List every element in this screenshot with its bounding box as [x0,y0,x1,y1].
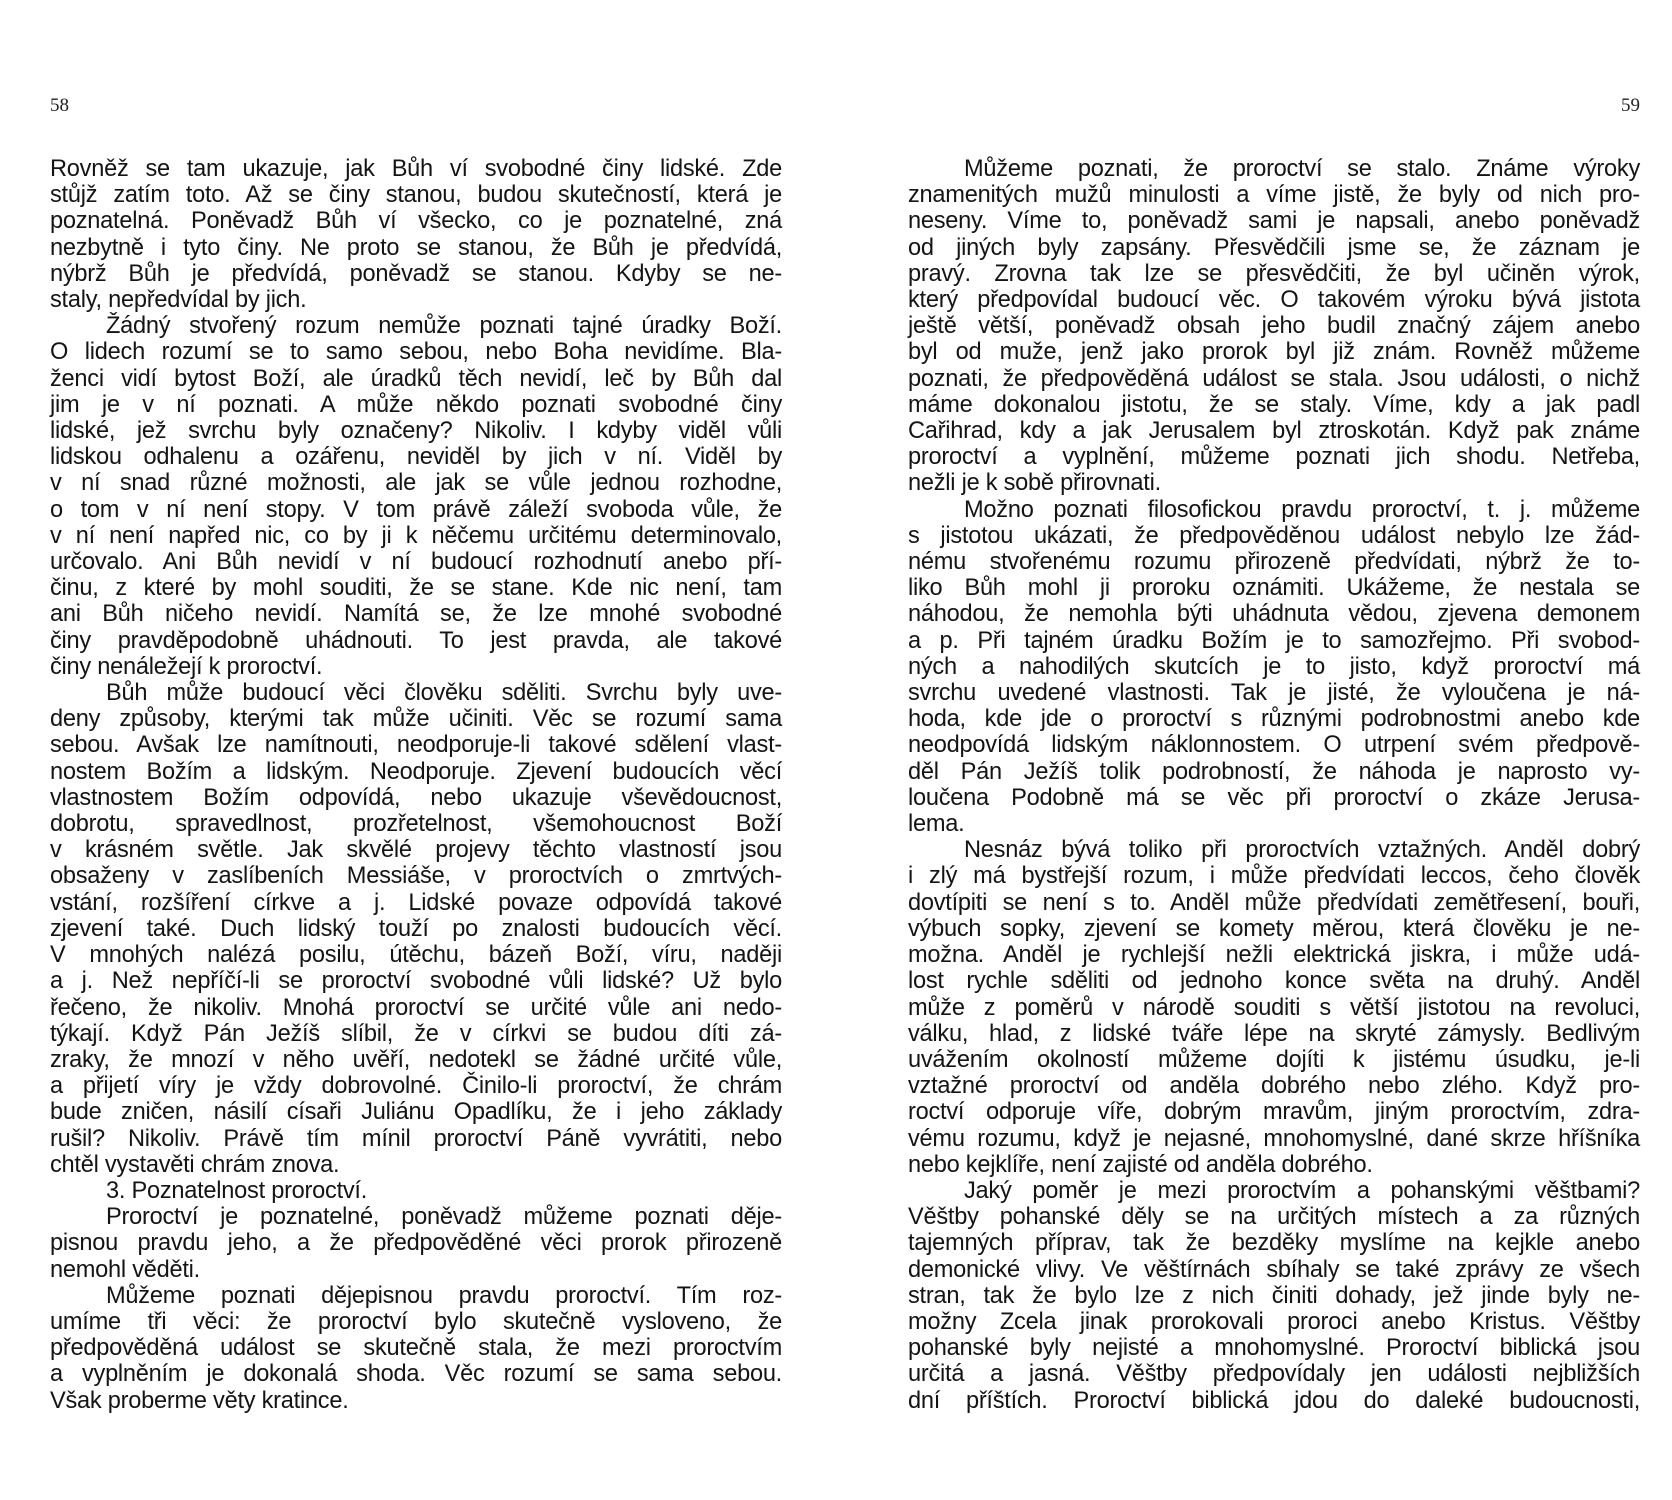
text-line: loučena Podobně má se věc při proroctví o zkáze Jerusa- [908,784,1640,811]
text-line: v ní snad různé možnosti, ale jak se vůle jednou rozhodne, [50,470,782,497]
text-line: pisnou pravdu jeho, a že předpověděné věci prorok přirozeně [50,1230,782,1257]
page-text [50,156,782,1414]
text-line: staly, nepředvídal by jich. [50,287,307,314]
text-line: poznati, že předpověděná událost se stala. Jsou události, o nichž [908,365,1640,392]
text-line: nému stvořenému rozumu přirozeně předvídati, nýbrž že to- [908,549,1640,576]
text-line: zjevení také. Duch lidský touží po znalosti budoucích věcí. [50,915,782,942]
text-line: vlastnostem Božím odpovídá, nebo ukazuje vševědoucnost, [50,784,782,811]
text-line: 3. Poznatelnost proroctví. [106,1177,368,1204]
text-line: Bůh může budoucí věci člověku sděliti. Svrchu byly uve- [106,680,782,707]
text-line: pravý. Zrovna tak lze se přesvědčiti, že byl učiněn výrok, [908,260,1640,287]
text-line: činu, z které by mohl souditi, že se stane. Kde nic není, tam [50,575,782,602]
text-line: v ní není napřed nic, co by ji k něčemu určitému determinovalo, [50,522,782,549]
text-line: lost rychle sděliti od jednoho konce světa na druhý. Anděl [908,968,1640,995]
page-number: 58 [50,95,69,116]
text-line: máme dokonalou jistotu, že se staly. Víme, kdy a jak padl [908,391,1640,418]
page-number: 59 [1621,95,1640,116]
right-page [880,0,1640,1500]
text-line: možna. Anděl je rychlejší nežli elektrická jiskra, i může udá- [908,942,1640,969]
text-line: stůjž zatím toto. Až se činy stanou, budou skutečností, která je [50,182,782,209]
text-line: Můžeme poznati dějepisnou pravdu proroctví. Tím roz- [106,1282,782,1309]
text-line: děl Pán Ježíš tolik podrobností, že náhoda je naprosto vy- [908,758,1640,785]
text-line: ných a nahodilých skutcích je to jisto, když proroctví má [908,653,1640,680]
text-line: zraky, že mnozí v něho uvěří, nedotekl se žádné určité vůle, [50,1046,782,1073]
text-line: a p. Při tajném úradku Božím je to samozřejmo. Při svobod- [908,627,1640,654]
text-line: svrchu uvedené vlastnosti. Tak je jisté, že vyloučena je ná- [908,680,1640,707]
text-line: výbuch sopky, zjevení se komety měrou, která člověku je ne- [908,915,1640,942]
text-line: chtěl vystavěti chrám znova. [50,1151,340,1178]
text-line: liko Bůh mohl ji proroku oznámiti. Ukážeme, že nestala se [908,575,1640,602]
text-line: pohanské byly nejisté a mnohomyslné. Proroctví biblická jsou [908,1335,1640,1362]
text-line: nežli je k sobě přirovnati. [908,470,1161,497]
text-line: Žádný stvořený rozum nemůže poznati tajné úradky Boží. [106,313,782,340]
text-line: s jistotou ukázati, že předpověděnou událost nebylo lze žád- [908,522,1640,549]
text-line: náhodou, že nemohla býti uhádnuta vědou, zjevena demonem [908,601,1640,628]
text-line: Však proberme věty kratince. [50,1387,349,1414]
text-line: nebo kejklíře, není zajisté od anděla dobrého. [908,1151,1373,1178]
text-line: lidskou odhalenu a ozářenu, neviděl by jich v ní. Viděl by [50,444,782,471]
text-line: bude zničen, násilí císaři Juliánu Opadlíku, že i jeho základy [50,1099,782,1126]
text-line: V mnohých nalézá posilu, útěchu, bázeň Boží, víru, naději [50,942,782,969]
text-line: může z poměrů v národě souditi s větší jistotou na revoluci, [908,994,1640,1021]
text-line: vztažné proroctví od anděla dobrého nebo zlého. Když pro- [908,1073,1640,1100]
text-line: a vyplněním je dokonalá shoda. Věc rozumí se sama sebou. [50,1361,782,1388]
left-page [22,0,782,1500]
text-line: uvážením okolností můžeme dojíti k jistému úsudku, je-li [908,1046,1640,1073]
text-line: předpověděná událost se skutečně stala, že mezi proroctvím [50,1335,782,1362]
text-line: a j. Než nepříčí-li se proroctví svobodné vůli lidské? Už bylo [50,968,782,995]
text-line: od jiných byly zapsány. Přesvědčili jsme se, že záznam je [908,234,1640,261]
text-line: řečeno, že nikoliv. Mnohá proroctví se určité vůle ani nedo- [50,994,782,1021]
text-line: činy nenáležejí k proroctví. [50,653,323,680]
text-line: dovtípiti se není s to. Anděl může předvídati zemětřesení, bouři, [908,889,1640,916]
text-line: v krásném světle. Jak skvělé projevy těchto vlastností jsou [50,837,782,864]
text-line: sebou. Avšak lze namítnouti, neodporuje-li takové sdělení vlast- [50,732,782,759]
text-line: roctví odporuje víře, dobrým mravům, jiným proroctvím, zdra- [908,1099,1640,1126]
text-line: poznatelná. Poněvadž Bůh ví všecko, co je poznatelné, zná [50,208,782,235]
text-line: válku, hlad, z lidské tváře lépe na skryté zámysly. Bedlivým [908,1020,1640,1047]
text-line: Nesnáz bývá toliko při proroctvích vztažných. Anděl dobrý [964,837,1640,864]
text-line: znamenitých mužů minulosti a víme jistě, že byly od nich pro- [908,182,1640,209]
text-line: lema. [908,811,965,838]
text-line: i zlý má bystřejší rozum, i může předvídati leccos, čeho člověk [908,863,1640,890]
text-line: neseny. Víme to, poněvadž sami je napsali, anebo poněvadž [908,208,1640,235]
text-line: určovalo. Ani Bůh nevidí v ní budoucí rozhodnutí anebo pří- [50,549,782,576]
text-line: O lidech rozumí se to samo sebou, nebo Boha nevidíme. Bla- [50,339,782,366]
text-line: a přijetí víry je vždy dobrovolné. Činilo-li proroctví, že chrám [50,1073,782,1100]
text-line: vstání, rozšíření církve a j. Lidské povaze odpovídá takové [50,889,782,916]
text-line: Můžeme poznati, že proroctví se stalo. Známe výroky [964,156,1640,182]
text-line: ještě větší, poněvadž obsah jeho budil značný zájem anebo [908,313,1640,340]
text-line: Jaký poměr je mezi proroctvím a pohanskými věštbami? [964,1177,1640,1204]
text-line: dobrotu, spravedlnost, prozřetelnost, všemohoucnost Boží [50,811,782,838]
text-line: který předpovídal budoucí věc. O takovém výroku bývá jistota [908,287,1640,314]
text-line: Možno poznati filosofickou pravdu proroctví, t. j. můžeme [964,496,1640,523]
text-line: činy pravděpodobně uhádnouti. To jest pravda, ale takové [50,627,782,654]
text-line: dní příštích. Proroctví biblická jdou do daleké budoucnosti, [908,1387,1640,1414]
text-line: umíme tři věci: že proroctví bylo skutečně vysloveno, že [50,1308,782,1335]
text-line: deny způsoby, kterými tak může učiniti. Věc se rozumí sama [50,706,782,733]
text-line: jim je v ní poznati. A může někdo poznati svobodné činy [50,391,782,418]
text-line: tajemných příprav, tak že bezděky myslíme na kejkle anebo [908,1230,1640,1257]
text-line: hoda, kde jde o proroctví s různými podrobnostmi anebo kde [908,706,1640,733]
text-line: neodpovídá lidským náklonnostem. O utrpení svém předpově- [908,732,1640,759]
text-line: možny Zcela jinak prorokovali proroci anebo Kristus. Věštby [908,1308,1640,1335]
text-line: Proroctví je poznatelné, poněvadž můžeme poznati děje- [106,1204,782,1231]
text-line: týkají. Když Pán Ježíš slíbil, že v církvi se budou díti zá- [50,1020,782,1047]
text-line: vému rozumu, když je nejasné, mnohomyslné, dané skrze hříšníka [908,1125,1640,1152]
text-line: Věštby pohanské děly se na určitých místech a za různých [908,1204,1640,1231]
text-line: proroctví a vyplnění, můžeme poznati jich shodu. Netřeba, [908,444,1640,471]
text-line: Cařihrad, kdy a jak Jerusalem byl ztroskotán. Když pak známe [908,418,1640,445]
text-line: Rovněž se tam ukazuje, jak Bůh ví svobodné činy lidské. Zde [50,156,782,182]
text-line: o tom v ní není stopy. V tom právě záleží svoboda vůle, že [50,496,782,523]
text-line: lidské, jež svrchu byly označeny? Nikoliv. I kdyby viděl vůli [50,418,782,445]
text-line: obsaženy v zaslíbeních Messiáše, v proroctvích o zmrtvých- [50,863,782,890]
text-line: rušil? Nikoliv. Právě tím mínil proroctví Páně vyvrátiti, nebo [50,1125,782,1152]
text-line: byl od muže, jenž jako prorok byl již znám. Rovněž můžeme [908,339,1640,366]
text-line: nezbytně i tyto činy. Ne proto se stanou, že Bůh je předvídá, [50,234,782,261]
text-line: nemohl věděti. [50,1256,200,1283]
text-line: určitá a jasná. Věštby předpovídaly jen události nejbližších [908,1361,1640,1388]
text-line: stran, tak že bylo lze z nich činiti dohady, jež jinde byly ne- [908,1282,1640,1309]
text-line: ženci vidí bytost Boží, ale úradků těch nevidí, leč by Bůh dal [50,365,782,392]
text-line: nostem Božím a lidským. Neodporuje. Zjevení budoucích věcí [50,758,782,785]
page-text [908,156,1640,1414]
text-line: nýbrž Bůh je předvídá, poněvadž se stanou. Kdyby se ne- [50,260,782,287]
text-line: ani Bůh ničeho nevidí. Namítá se, že lze mnohé svobodné [50,601,782,628]
text-line: demonické vlivy. Ve věštírnách sbíhaly se také zprávy ze všech [908,1256,1640,1283]
